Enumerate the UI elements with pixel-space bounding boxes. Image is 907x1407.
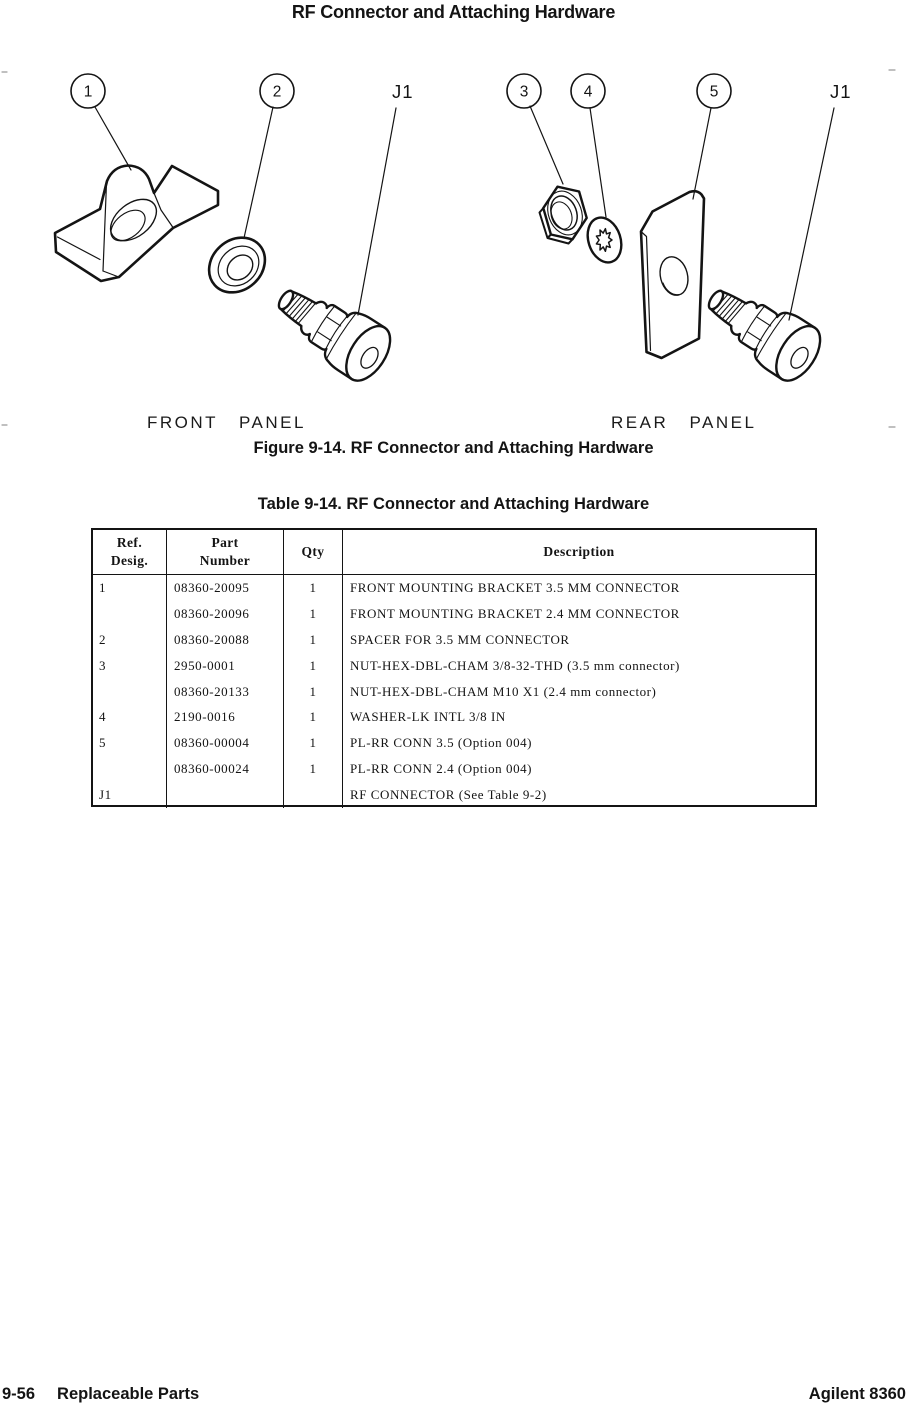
cell-part: 2950-0001	[167, 653, 284, 679]
callout-5-label: 5	[709, 83, 719, 101]
cell-qty: 1	[284, 627, 343, 653]
cell-desc: NUT-HEX-DBL-CHAM M10 X1 (2.4 mm connector)	[350, 683, 657, 699]
cell-part: 08360-20088	[167, 627, 284, 653]
callout-4	[571, 74, 605, 108]
leader-lines	[95, 106, 834, 320]
page-footer	[2, 1385, 906, 1404]
cell-part: 08360-00004	[167, 730, 284, 756]
table-row	[93, 601, 815, 627]
cell-part: 08360-00024	[167, 756, 284, 782]
cell-ref	[93, 679, 167, 705]
rear-plate-drawing	[641, 191, 704, 358]
table-row	[93, 704, 815, 730]
footer-section: Replaceable Parts	[57, 1385, 200, 1403]
cell-desc: WASHER-LK INTL 3/8 IN	[350, 709, 506, 725]
cell-ref: 3	[93, 653, 167, 679]
column-header-qty: Qty	[284, 530, 343, 574]
cell-desc: PL-RR CONN 2.4 (Option 004)	[350, 761, 533, 777]
cell-ref: 5	[93, 730, 167, 756]
column-header-part-number: Part Number	[167, 530, 284, 574]
table-body	[93, 575, 815, 808]
callout-1-label: 1	[83, 83, 93, 101]
table-row	[93, 679, 815, 705]
figure-caption: Figure 9-14. RF Connector and Attaching Hardware	[253, 439, 654, 457]
mounting-bracket-drawing	[55, 166, 218, 282]
cell-qty: 1	[284, 756, 343, 782]
callout-3	[507, 74, 541, 108]
callout-1	[71, 74, 105, 108]
footer-right: Agilent 8360	[808, 1385, 906, 1403]
table-row	[93, 730, 815, 756]
callout-2-label: 2	[272, 83, 282, 101]
cell-ref: 1	[93, 575, 167, 601]
cell-ref: 4	[93, 704, 167, 730]
parts-table	[91, 528, 817, 807]
cell-qty: 1	[284, 601, 343, 627]
footer-page-number: 9-56	[2, 1385, 36, 1403]
cell-qty: 1	[284, 679, 343, 705]
cell-part: 08360-20095	[167, 575, 284, 601]
cell-part: 2190-0016	[167, 704, 284, 730]
callout-4-label: 4	[583, 83, 593, 101]
cell-part: 08360-20133	[167, 679, 284, 705]
callout-2	[260, 74, 294, 108]
table-row	[93, 756, 815, 782]
callout-5	[697, 74, 731, 108]
table-row	[93, 782, 815, 808]
cell-ref	[93, 601, 167, 627]
table-row	[93, 653, 815, 679]
footer-left	[2, 1385, 199, 1404]
lock-washer-drawing	[582, 213, 627, 267]
cell-qty: 1	[284, 730, 343, 756]
callout-3-label: 3	[519, 83, 529, 101]
table-caption: Table 9-14. RF Connector and Attaching Hardware	[257, 495, 650, 513]
table-row	[93, 627, 815, 653]
cell-part	[167, 782, 284, 808]
cell-desc: SPACER FOR 3.5 MM CONNECTOR	[350, 631, 570, 647]
cell-ref: 2	[93, 627, 167, 653]
cell-desc: PL-RR CONN 3.5 (Option 004)	[350, 735, 533, 751]
spacer-ring-drawing	[198, 226, 276, 303]
callout-j1-front-label: J1	[392, 81, 414, 102]
cell-part: 08360-20096	[167, 601, 284, 627]
cell-qty: 1	[284, 653, 343, 679]
cell-desc: RF CONNECTOR (See Table 9-2)	[350, 787, 547, 803]
column-header-description: Description	[543, 544, 615, 560]
callout-j1-rear-label: J1	[830, 81, 852, 102]
callout-balloons	[71, 74, 852, 108]
rf-connector-front-drawing	[265, 272, 399, 389]
cell-qty: 1	[284, 575, 343, 601]
cell-desc: FRONT MOUNTING BRACKET 2.4 MM CONNECTOR	[350, 605, 680, 621]
cell-ref: J1	[93, 782, 167, 808]
front-panel-label: FRONT PANEL	[147, 413, 306, 432]
cell-qty: 1	[284, 704, 343, 730]
column-header-ref-desig: Ref. Desig.	[93, 530, 167, 574]
page-title: RF Connector and Attaching Hardware	[291, 2, 616, 22]
table-row	[93, 575, 815, 601]
rf-connector-rear-drawing	[695, 272, 829, 389]
cell-ref	[93, 756, 167, 782]
hex-nut-drawing	[540, 186, 589, 243]
cell-desc: FRONT MOUNTING BRACKET 3.5 MM CONNECTOR	[350, 579, 680, 595]
exploded-view-figure	[0, 0, 907, 470]
cell-desc: NUT-HEX-DBL-CHAM 3/8-32-THD (3.5 mm connector)	[350, 657, 680, 673]
scan-tick-marks	[2, 70, 895, 427]
table-header-row	[93, 530, 815, 575]
rear-panel-label: REAR PANEL	[611, 413, 757, 432]
cell-qty	[284, 782, 343, 808]
